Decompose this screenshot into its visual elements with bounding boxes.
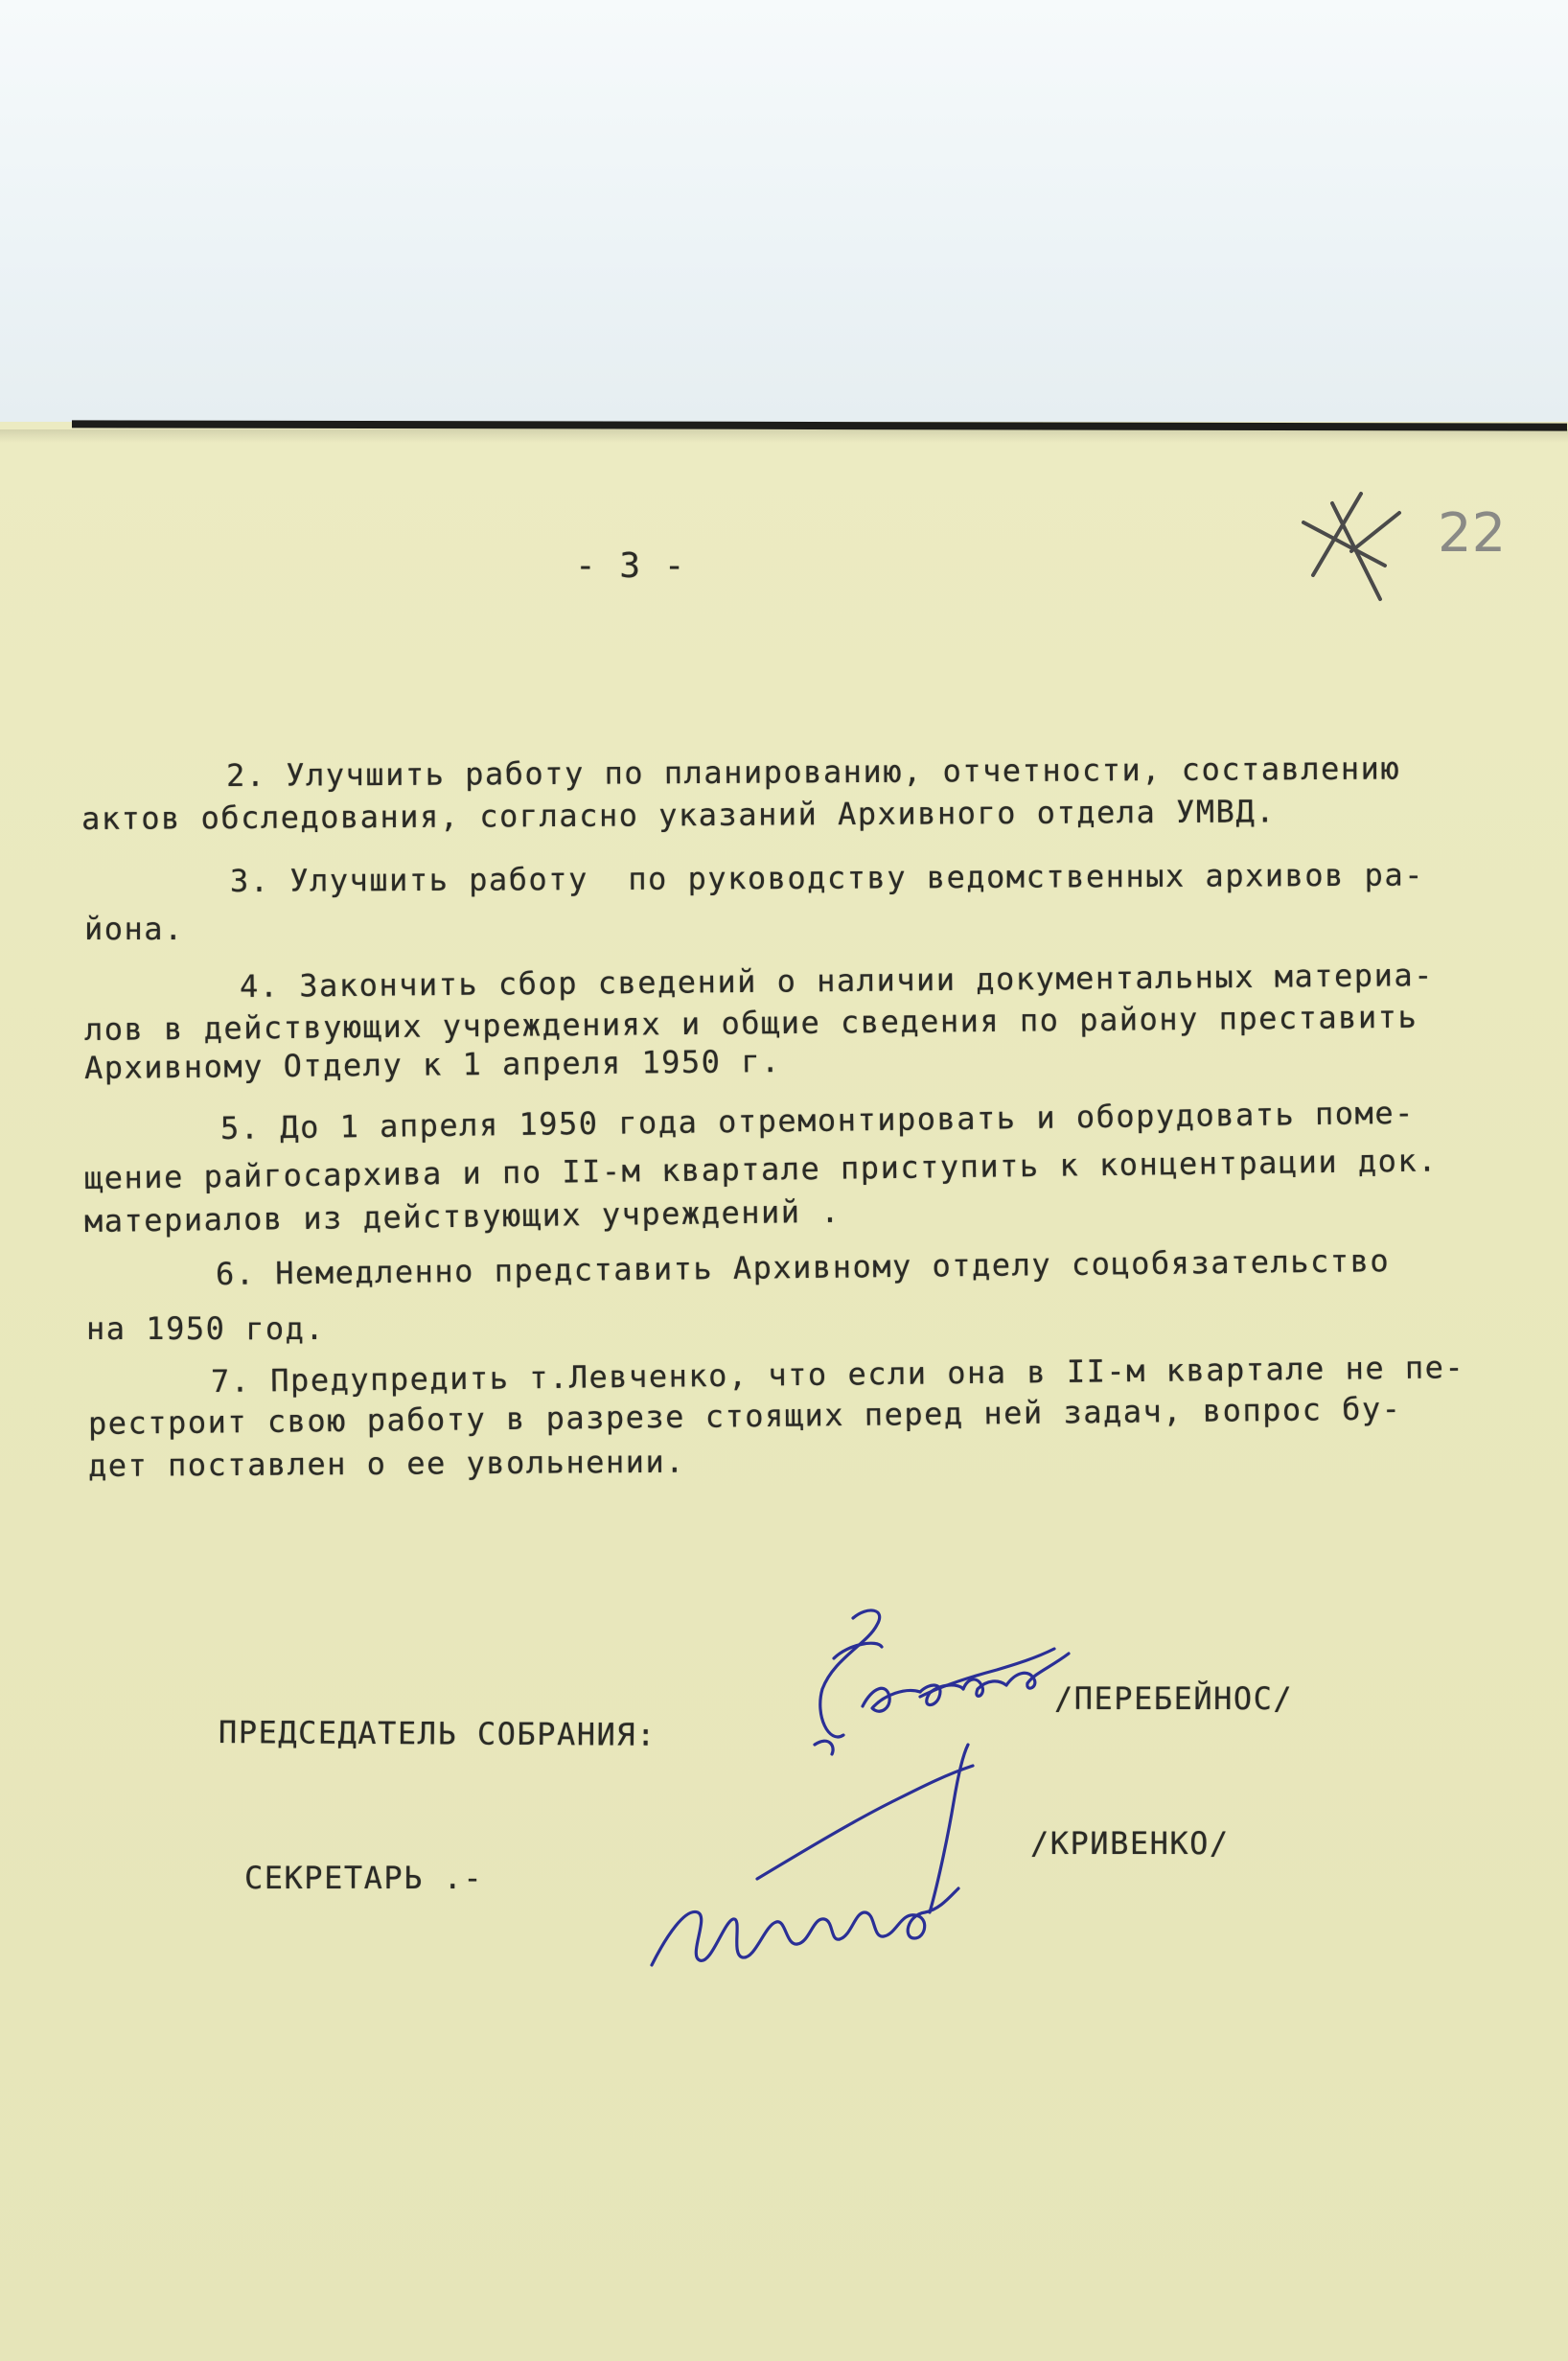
item-7-line-3: дет поставлен о ее увольнении. xyxy=(87,1443,686,1484)
item-5-line-2: щение райгосархива и по II-м квартале приступить к концентрации док. xyxy=(83,1142,1439,1196)
page-edge-shadow xyxy=(0,429,1568,443)
item-2-line-1: 2. Улучшить работу по планированию, отчетности, составлению xyxy=(225,750,1401,794)
archive-sheet-number: 22 xyxy=(1438,502,1507,565)
item-4-line-2: лов в действующих учреждениях и общие сведения по району преставить xyxy=(83,998,1418,1048)
chairman-name: /ПЕРЕБЕЙНОС/ xyxy=(1054,1680,1294,1717)
item-6-line-2: на 1950 год. xyxy=(86,1310,326,1347)
item-4-line-3: Архивному Отделу к 1 апреля 1950 г. xyxy=(83,1043,781,1086)
item-5-line-3: материалов из действующих учреждений . xyxy=(83,1192,842,1239)
item-5-line-1: 5. До 1 апреля 1950 года отремонтировать и оборудовать поме- xyxy=(219,1094,1416,1146)
item-7-line-2: рестроит свою работу в разрезе стоящих перед ней задач, вопрос бу- xyxy=(87,1390,1402,1442)
item-3-line-1: 3. Улучшить работу по руководству ведомственных архивов ра- xyxy=(229,856,1425,899)
chairman-label: ПРЕДСЕДАТЕЛЬ СОБРАНИЯ: xyxy=(218,1714,657,1753)
item-4-line-1: 4. Закончить сбор сведений о наличии документальных материа- xyxy=(239,957,1435,1005)
secretary-signature xyxy=(642,1716,1006,2003)
page-number: - 3 - xyxy=(575,546,686,586)
item-6-line-1: 6. Немедленно представить Архивному отделу соцобязательство xyxy=(215,1242,1391,1292)
item-7-line-1: 7. Предупредить т.Левченко, что если она в II-м квартале не пе- xyxy=(210,1349,1465,1400)
item-3-line-2: йона. xyxy=(84,911,184,947)
item-2-line-2: актов обследования, согласно указаний Архивного отдела УМВД. xyxy=(81,793,1277,837)
scanner-background xyxy=(0,0,1568,422)
archive-sheet-number-mark xyxy=(1294,484,1533,604)
secretary-label: СЕКРЕТАРЬ .- xyxy=(244,1860,484,1896)
secretary-name: /КРИВЕНКО/ xyxy=(1030,1825,1230,1862)
